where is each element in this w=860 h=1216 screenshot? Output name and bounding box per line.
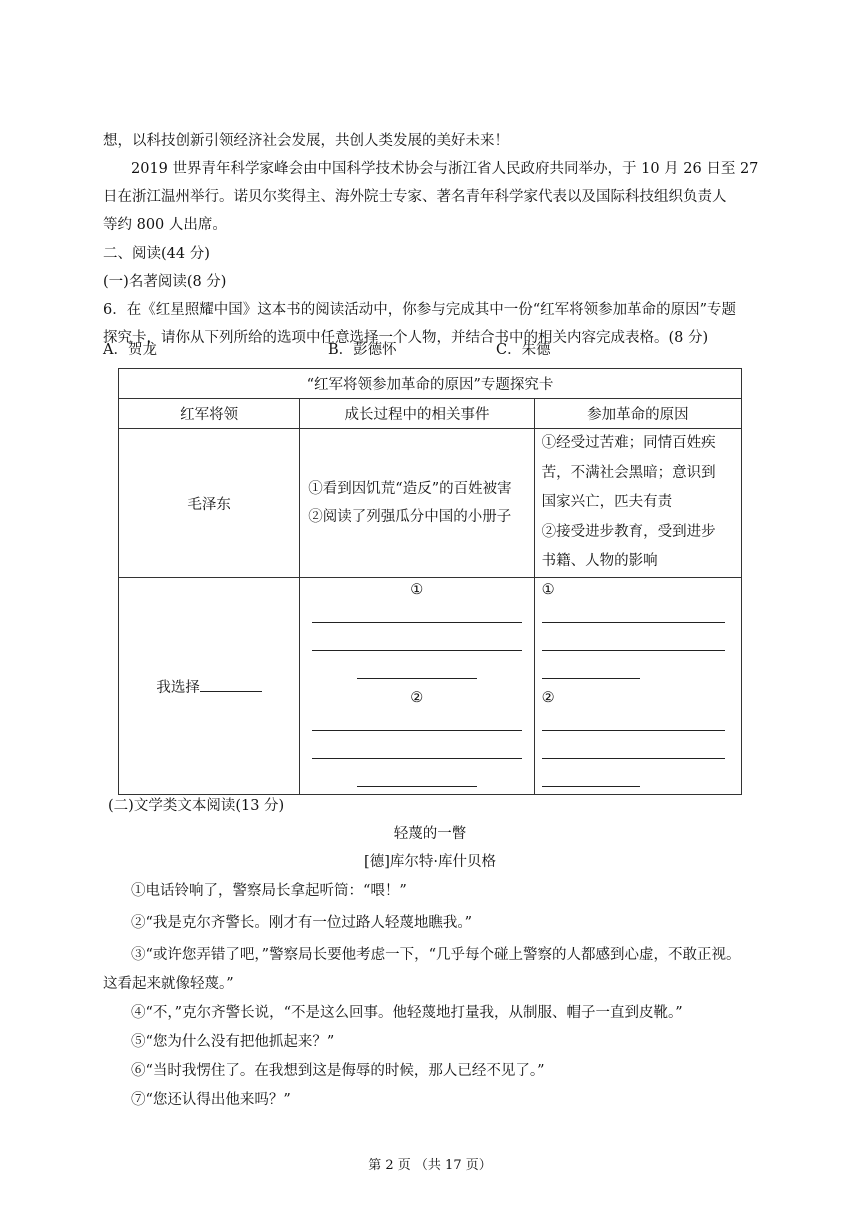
answer-marker: ② (410, 690, 424, 706)
reason-line: 苦，不满社会黑暗；意识到 (541, 464, 716, 481)
story-title: 轻蔑的一瞥 (393, 826, 467, 842)
reason-line: 书籍、人物的影响 (541, 553, 658, 569)
story-paragraph: 这看起来就像轻蔑。” (103, 976, 234, 992)
header-general: 红军将领 (119, 399, 300, 429)
event-item: ②阅读了列强瓜分中国的小册子 (308, 509, 512, 525)
story-paragraph: ①电话铃响了，警察局长拿起听筒：“喂！” (131, 883, 407, 899)
choice-label: 我选择 (156, 679, 200, 696)
answer-line[interactable] (357, 786, 477, 787)
answer-line[interactable] (312, 650, 522, 651)
answer-line[interactable] (357, 678, 477, 679)
reasons-answer-cell (534, 578, 741, 795)
answer-marker: ① (410, 582, 424, 598)
answer-marker: ① (541, 582, 555, 598)
reason-line: ②接受进步教育，受到进步 (541, 523, 716, 540)
option-c: C．朱德 (496, 342, 551, 358)
answer-line[interactable] (542, 758, 725, 759)
answer-line[interactable] (312, 622, 522, 623)
story-paragraph: ⑦“您还认得出他来吗？” (131, 1092, 291, 1108)
news-line: 日在浙江温州举行。诺贝尔奖得主、海外院士专家、著名青年科学家代表以及国际科技组织负责人 (103, 189, 727, 205)
event-item: ①看到因饥荒“造反”的百姓被害 (308, 481, 512, 497)
question-line: 6．在《红星照耀中国》这本书的阅读活动中，你参与完成其中一份“红军将领参加革命的原因”专题 (103, 302, 737, 318)
header-events: 成长过程中的相关事件 (300, 399, 534, 429)
story-paragraph: ③“或许您弄错了吧，”警察局长要他考虑一下，“几乎每个碰上警察的人都感到心虚，不敢正视。 (131, 947, 741, 963)
example-events (300, 429, 534, 578)
option-b: B．彭德怀 (328, 342, 397, 358)
story-paragraph: ②“我是克尔齐警长。刚才有一位过路人轻蔑地瞧我。” (131, 915, 473, 931)
choice-cell (119, 578, 300, 795)
intro-line: 想，以科技创新引领经济社会发展，共创人类发展的美好未来！ (103, 133, 509, 149)
inquiry-card-table (118, 368, 742, 795)
reason-line: ①经受过苦难；同情百姓疾 (541, 435, 716, 451)
choice-blank[interactable] (200, 677, 262, 692)
story-paragraph: ⑤“您为什么没有把他抓起来？” (131, 1034, 335, 1050)
header-reasons: 参加革命的原因 (534, 399, 741, 429)
news-line: 2019 世界青年科学家峰会由中国科学技术协会与浙江省人民政府共同举办，于 10 月 26 日至 27 (131, 161, 759, 177)
question-line: 探究卡，请你从下列所给的选项中任意选择一个人物，并结合书中的相关内容完成表格。(8 分) (103, 330, 709, 346)
options-row (103, 340, 663, 360)
events-answer-cell (300, 578, 534, 795)
subsection-heading: (二)文学类文本阅读(13 分) (108, 798, 285, 814)
story-author: [德]库尔特·库什贝格 (364, 854, 496, 870)
answer-line[interactable] (542, 678, 640, 679)
answer-line[interactable] (312, 730, 522, 731)
section-heading: 二、阅读(44 分) (103, 246, 210, 262)
answer-line[interactable] (542, 622, 725, 623)
story-paragraph: ⑥“当时我愣住了。在我想到这是侮辱的时候，那人已经不见了。” (131, 1063, 545, 1079)
option-a: A．贺龙 (103, 342, 157, 358)
answer-line[interactable] (542, 730, 725, 731)
answer-line[interactable] (542, 786, 640, 787)
answer-marker: ② (541, 690, 555, 706)
story-paragraph: ④“不，”克尔齐警长说，“不是这么回事。他轻蔑地打量我，从制服、帽子一直到皮靴。” (131, 1005, 683, 1021)
subsection-heading: (一)名著阅读(8 分) (103, 274, 227, 290)
example-reasons (534, 429, 741, 578)
page-footer: 第 2 页 （共 17 页） (368, 1158, 492, 1173)
answer-line[interactable] (312, 758, 522, 759)
news-line: 等约 800 人出席。 (103, 217, 227, 233)
answer-line[interactable] (542, 650, 725, 651)
card-title: “红军将领参加革命的原因”专题探究卡 (119, 369, 742, 399)
example-general: 毛泽东 (119, 429, 300, 578)
reason-line: 国家兴亡，匹夫有责 (541, 494, 673, 510)
